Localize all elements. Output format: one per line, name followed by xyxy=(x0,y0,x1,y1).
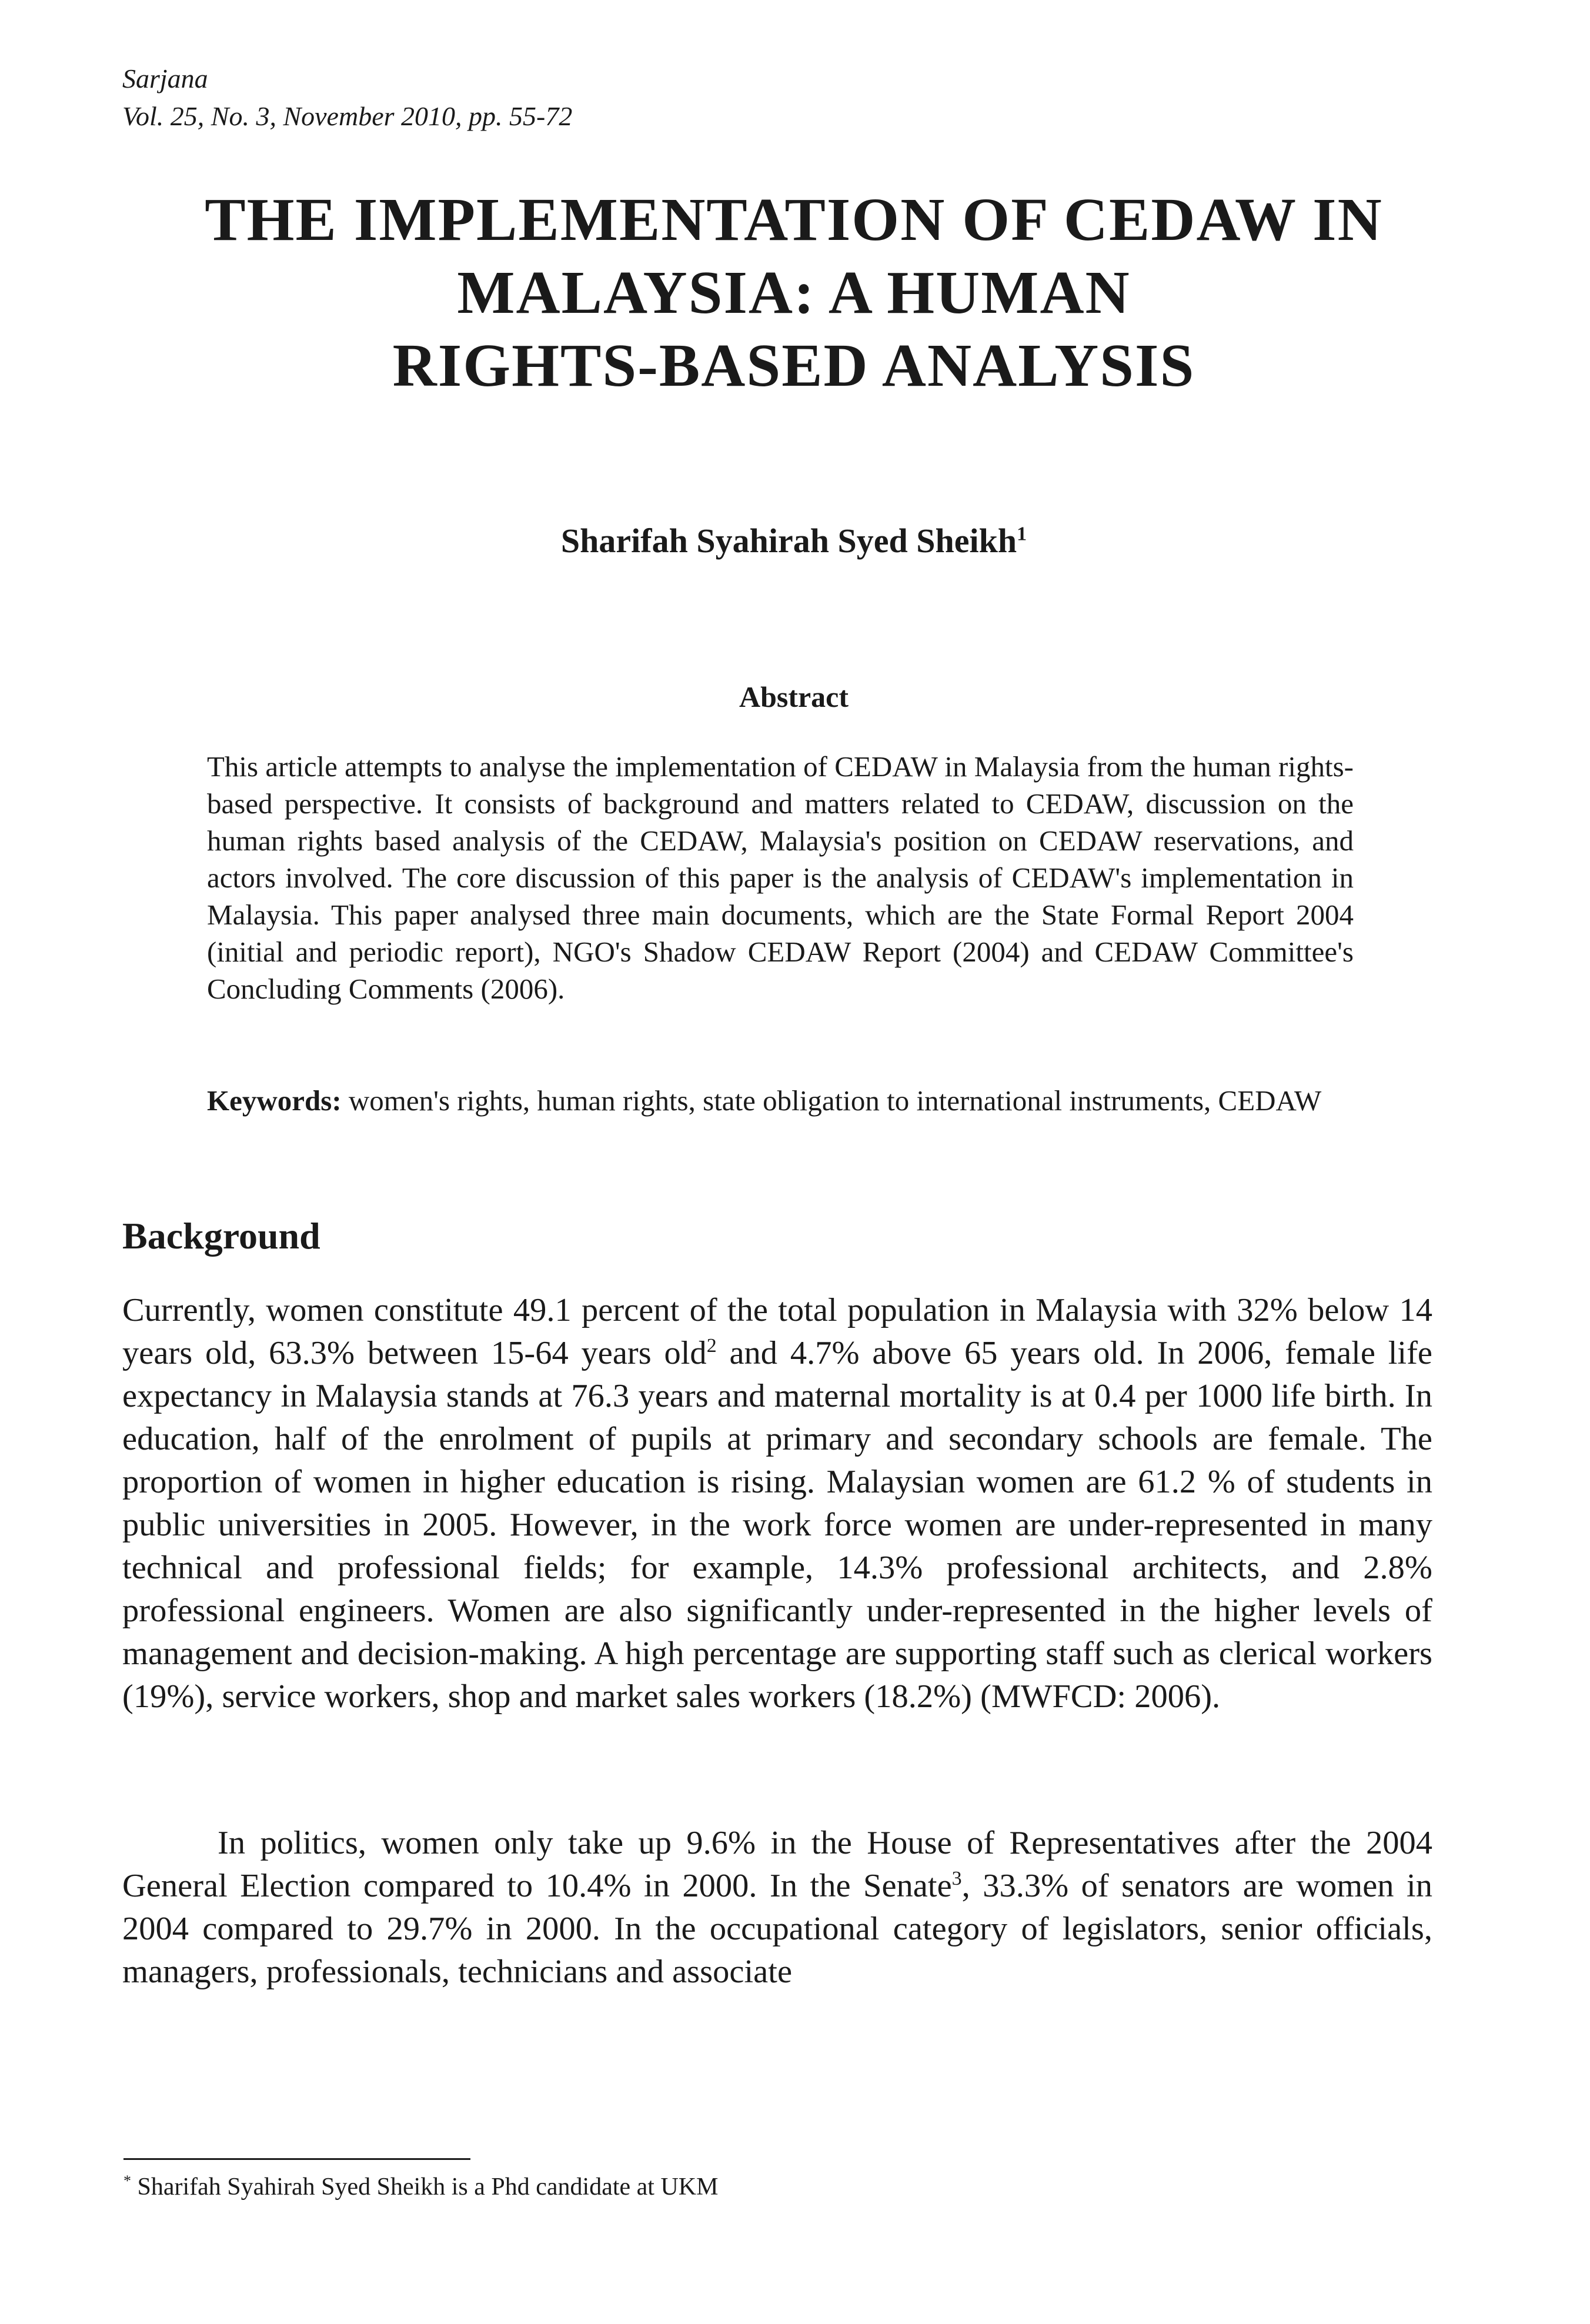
author-line xyxy=(118,517,1470,565)
footnote xyxy=(123,2170,718,2204)
title-line-2: MALAYSIA: A HUMAN xyxy=(457,259,1131,326)
footnote-ref-2: 2 xyxy=(706,1335,717,1357)
journal-volume: Vol. 25, No. 3, November 2010, pp. 55-72 xyxy=(122,101,573,131)
footnote-ref-3: 3 xyxy=(951,1868,962,1890)
paragraph-1-text-b: and 4.7% above 65 years old. In 2006, female life expectancy in Malaysia stands at 76.3 years and maternal mortality is at 0.4 per 1000 life birth. In education, half of the enrolment of pupils at primary and secondary schools are female. The proportion of women in higher education is rising. Malaysian women are 61.2 % of students in public universities in 2005. However, in the work force women are under-represented in many technical and professional fields; for example, 14.3% professional architects, and 2.8% professional engineers. Women are also significantly under-represented in the higher levels of management and decision-making. A high percentage are supporting staff such as clerical workers (19%), service workers, shop and market sales workers (18.2%) (MWFCD: 2006). xyxy=(122,1335,1432,1715)
title-line-3: RIGHTS-BASED ANALYSIS xyxy=(392,332,1195,399)
section-heading-background: Background xyxy=(122,1215,320,1257)
journal-header xyxy=(122,60,572,135)
keywords-label: Keywords: xyxy=(207,1084,342,1117)
footnote-marker: * xyxy=(123,2172,131,2189)
abstract-heading: Abstract xyxy=(739,680,849,713)
author-footnote-marker: 1 xyxy=(1017,523,1027,545)
paragraph-2-text-b: , 33.3% of senators are women in 2004 compared to 29.7% in 2000. In the occupational category of legislators, senior officials, managers, professionals, technicians and associate xyxy=(122,1868,1432,1990)
author-name: Sharifah Syahirah Syed Sheikh xyxy=(560,522,1017,560)
footnote-text: Sharifah Syahirah Syed Sheikh is a Phd candidate at UKM xyxy=(131,2173,719,2201)
abstract-text: This article attempts to analyse the implementation of CEDAW in Malaysia from the human rights-based perspective. It consists of background and matters related to CEDAW, discussion on the human rights based analysis of the CEDAW, Malaysia's position on CEDAW reservations, and actors involved. The core discussion of this paper is the analysis of CEDAW's implementation in Malaysia. This paper analysed three main documents, which are the State Formal Report 2004 (initial and periodic report), NGO's Shadow CEDAW Report (2004) and CEDAW Committee's Concluding Comments (2006). xyxy=(207,750,1354,1005)
body-paragraph-2 xyxy=(122,1822,1432,1994)
keywords-text: women's rights, human rights, state obligation to international instruments, CEDAW xyxy=(348,1084,1322,1117)
title-line-1: THE IMPLEMENTATION OF CEDAW IN xyxy=(205,186,1383,253)
paragraph-2-text-a: In politics, women only take up 9.6% in the House of Representatives after the 2004 General Election compared to 10.4% in 2000. In the Senate xyxy=(122,1825,1432,1904)
paper-title xyxy=(118,183,1470,402)
keywords xyxy=(207,1082,1354,1119)
footnote-divider xyxy=(123,2158,470,2160)
body-paragraph-1 xyxy=(122,1289,1432,1718)
journal-name: Sarjana xyxy=(122,64,208,94)
paragraph-1-text-a: Currently, women constitute 49.1 percent of the total population in Malaysia with 32% below 14 years old, 63.3% between 15-64 years old xyxy=(122,1292,1432,1371)
